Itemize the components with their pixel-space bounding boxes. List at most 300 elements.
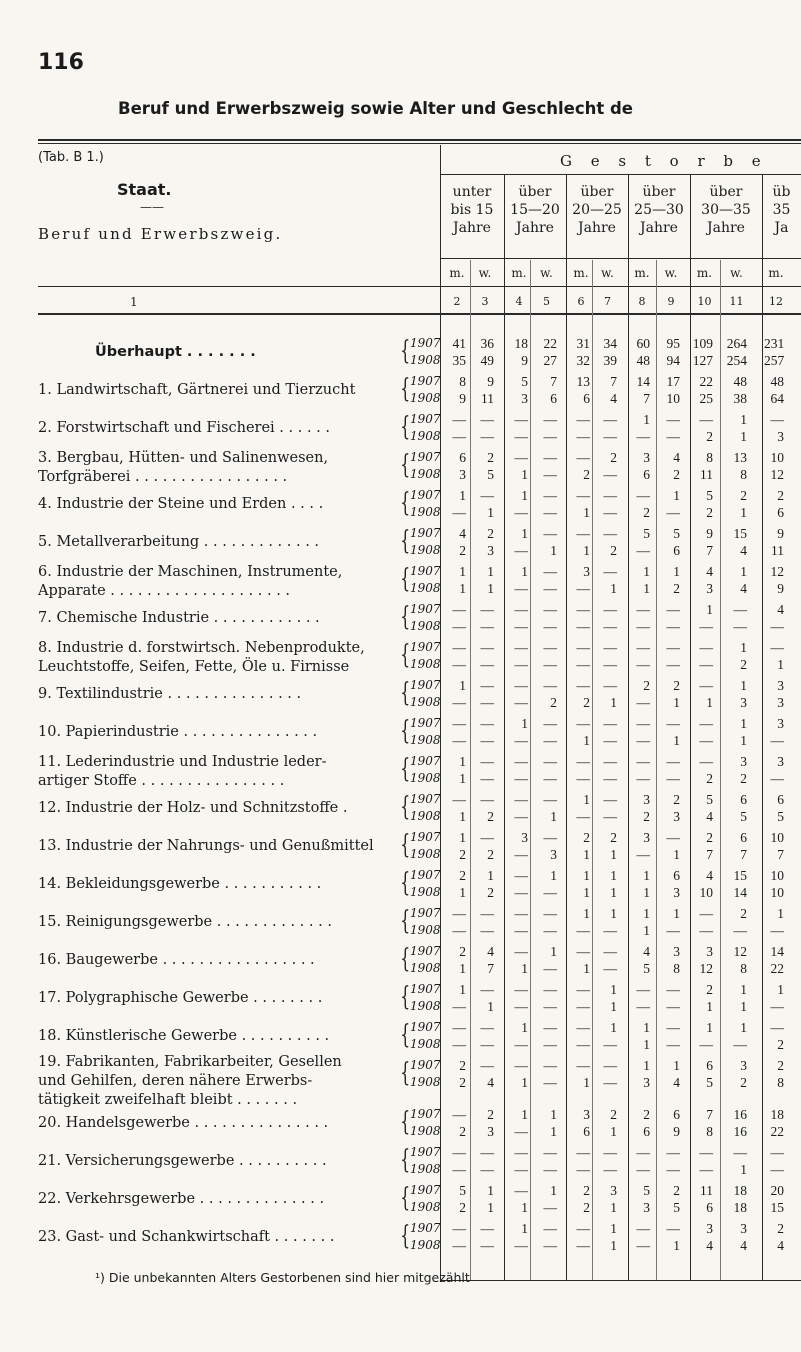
table-cell: — [543,1145,557,1160]
table-cell: 9 [459,391,466,406]
table-cell: — [543,505,557,520]
table-cell: 6 [583,391,590,406]
table-cell: — [699,1037,713,1052]
table-cell: 257 [764,353,785,368]
table-cell: 8 [740,961,747,976]
table-cell: — [699,619,713,634]
table-cell: 25 [699,391,713,406]
table-cell: — [543,716,557,731]
table-cell: 10 [770,830,784,845]
table-cell: 2 [583,467,590,482]
year-label: 1908 [410,543,441,557]
year-label: 1908 [410,353,441,367]
table-cell: 2 [673,1183,680,1198]
table-cell: — [666,1020,680,1035]
table-cell: — [699,754,713,769]
table-cell: — [480,906,494,921]
table-cell: 1 [706,695,713,710]
table-cell: — [576,526,590,541]
table-cell: 3 [583,564,590,579]
table-cell: 1 [643,564,650,579]
table-cell: 1 [673,564,680,579]
table-cell: 1 [740,1162,747,1177]
year-brace: { [400,944,411,974]
row-label [38,989,322,1008]
age-group-line1: über [709,184,743,200]
year-label: 1907 [410,830,441,844]
table-cell: 6 [673,868,680,883]
table-cell: — [576,602,590,617]
table-cell: 1 [583,543,590,558]
table-cell: 5 [740,809,747,824]
table-cell: — [603,944,617,959]
table-cell: — [514,1124,528,1139]
table-cell: — [514,429,528,444]
table-cell: 1 [610,1124,617,1139]
table-cell: — [636,640,650,655]
table-cell: 1 [673,1058,680,1073]
sub-header-female: w. [540,266,553,280]
mw-divider [656,260,657,1280]
table-cell: 1 [459,809,466,824]
row-label-line: 20. Handelsgewerbe . . . . . . . . . . . . . . . [38,1115,329,1131]
year-brace: { [400,906,411,936]
age-group-header [504,183,566,237]
table-cell: — [543,564,557,579]
row-label-line: tätigkeit zweifelhaft bleibt . . . . . . . [38,1092,298,1108]
table-cell: 3 [740,1058,747,1073]
year-label: 1908 [410,391,441,405]
table-cell: 5 [673,1200,680,1215]
age-group-line1: über [518,184,552,200]
table-cell: — [480,754,494,769]
table-cell: — [480,602,494,617]
table-cell: 2 [643,809,650,824]
table-cell: — [576,619,590,634]
table-cell: — [543,1058,557,1073]
table-cell: — [514,1183,528,1198]
group-divider [566,174,567,1280]
table-cell: 1 [487,1183,494,1198]
row-label-line: 14. Bekleidungsgewerbe . . . . . . . . . . . [38,876,322,892]
row-label [95,343,256,362]
table-cell: — [452,640,466,655]
table-cell: — [770,771,784,786]
table-cell: — [603,678,617,693]
sub-header-male: m. [768,266,784,280]
table-cell: 2 [610,830,617,845]
table-cell: — [636,602,650,617]
table-cell: 8 [706,1124,713,1139]
table-cell: — [603,526,617,541]
table-cell: 3 [706,1221,713,1236]
table-cell: — [480,1162,494,1177]
header-rule-4 [38,313,801,315]
row-label [38,381,355,400]
sub-header-male: m. [696,266,713,280]
column-number: 2 [453,295,461,308]
table-cell: — [480,640,494,655]
table-cell: 2 [610,450,617,465]
table-cell: 4 [673,450,680,465]
row-label-line: 23. Gast- und Schankwirtschaft . . . . . . . [38,1229,335,1245]
table-cell: 4 [706,868,713,883]
table-cell: — [666,982,680,997]
table-cell: 1 [459,830,466,845]
table-cell: 1 [740,678,747,693]
table-cell: — [603,602,617,617]
year-brace: { [400,678,411,708]
age-group-line3: Jahre [707,220,745,236]
table-cell: — [514,602,528,617]
table-cell: — [636,488,650,503]
table-cell: 4 [740,543,747,558]
year-brace: { [400,1145,411,1175]
table-cell: 12 [770,467,784,482]
table-cell: — [636,733,650,748]
gestorbene-heading: G e s t o r b e [560,152,768,170]
table-cell: — [514,792,528,807]
year-label: 1908 [410,1200,441,1214]
table-cell: 3 [777,678,784,693]
row-label-line: 4. Industrie der Steine und Erden . . . . [38,496,324,512]
table-cell: — [603,733,617,748]
column-number: 7 [604,295,611,308]
table-cell: 2 [777,1037,784,1052]
row-label [38,449,328,487]
table-cell: — [666,1145,680,1160]
header-rule-3 [38,286,801,287]
table-cell: — [576,1037,590,1052]
row-label-line: 15. Reinigungsgewerbe . . . . . . . . . . . . . [38,914,332,930]
age-group-line3: Jahre [578,220,616,236]
row-label [38,639,365,677]
table-cell: — [514,695,528,710]
table-cell: 10 [770,885,784,900]
table-cell: 127 [692,353,713,368]
table-cell: — [576,1020,590,1035]
table-cell: — [452,695,466,710]
table-cell: — [699,716,713,731]
table-cell: — [480,792,494,807]
age-group-line2: 15—20 [510,202,560,218]
mw-divider [592,260,593,1280]
table-cell: 14 [733,885,747,900]
title-rule [38,139,801,141]
row-label [38,723,317,742]
table-cell: 2 [740,771,747,786]
table-cell: — [666,754,680,769]
table-cell: 1 [610,695,617,710]
table-cell: — [770,1162,784,1177]
group-divider [762,174,763,1280]
table-cell: — [636,543,650,558]
table-cell: 1 [521,1075,528,1090]
table-cell: 13 [576,374,590,389]
age-group-line2: 20—25 [572,202,622,218]
year-label: 1907 [410,754,441,768]
year-brace: { [400,1107,411,1137]
table-cell: 2 [487,847,494,862]
table-cell: — [576,640,590,655]
table-cell: 1 [459,961,466,976]
table-cell: 1 [487,999,494,1014]
table-cell: 4 [706,809,713,824]
table-cell: 3 [521,391,528,406]
table-cell: 11 [700,1183,713,1198]
table-cell: — [480,923,494,938]
year-brace: { [400,982,411,1012]
mw-divider [470,260,471,1280]
table-cell: — [543,999,557,1014]
table-cell: — [666,657,680,672]
page-number: 116 [38,50,84,75]
table-cell: 1 [740,505,747,520]
column-number: 3 [481,295,489,308]
table-cell: — [576,1145,590,1160]
column-number: 12 [769,295,783,308]
table-cell: — [543,923,557,938]
row-label-line: 1. Landwirtschaft, Gärtnerei und Tierzucht [38,382,356,398]
table-cell: — [514,923,528,938]
table-cell: 2 [459,868,466,883]
table-cell: 1 [487,581,494,596]
table-cell: — [543,830,557,845]
table-cell: 2 [583,1200,590,1215]
table-cell: 10 [770,450,784,465]
table-cell: 7 [740,847,747,862]
table-cell: — [514,450,528,465]
year-label: 1908 [410,809,441,823]
table-cell: 18 [770,1107,784,1122]
table-cell: — [480,1037,494,1052]
age-group-line1: unter [452,184,492,200]
table-cell: 1 [583,1075,590,1090]
table-cell: — [543,982,557,997]
table-cell: — [576,488,590,503]
year-brace: { [400,868,411,898]
table-cell: 14 [636,374,650,389]
row-label-line: 3. Bergbau, Hütten- und Salinenwesen, [38,450,329,466]
table-cell: 7 [550,374,557,389]
table-cell: 5 [706,1075,713,1090]
table-cell: 1 [643,1020,650,1035]
table-cell: — [543,467,557,482]
table-cell: 1 [673,1238,680,1253]
year-brace: { [400,1058,411,1088]
column-number: 6 [577,295,585,308]
age-group-header [762,183,801,237]
table-cell: 1 [643,868,650,883]
table-cell: 1 [643,885,650,900]
table-cell: 9 [521,353,528,368]
table-cell: — [452,602,466,617]
table-cell: 4 [673,1075,680,1090]
table-cell: 1 [740,1020,747,1035]
year-brace: { [400,374,411,404]
column-number-1: 1 [130,295,138,309]
table-cell: 15 [770,1200,784,1215]
year-label: 1907 [410,450,441,464]
table-cell: 6 [673,1107,680,1122]
table-cell: 8 [706,450,713,465]
year-label: 1907 [410,1020,441,1034]
table-cell: 1 [521,488,528,503]
table-cell: 3 [777,695,784,710]
table-cell: 1 [521,467,528,482]
group-divider [504,174,505,1280]
table-cell: — [603,1075,617,1090]
year-brace: { [400,488,411,518]
table-cell: 22 [543,336,557,351]
table-cell: 2 [673,678,680,693]
table-cell: — [543,771,557,786]
table-cell: 3 [459,467,466,482]
table-cell: 18 [514,336,528,351]
row-label-line: 17. Polygraphische Gewerbe . . . . . . . . [38,990,323,1006]
table-cell: 38 [733,391,747,406]
row-label [38,685,301,704]
table-cell: — [666,619,680,634]
table-cell: — [514,771,528,786]
table-cell: 2 [583,830,590,845]
table-cell: 5 [459,1183,466,1198]
table-cell: 264 [726,336,747,351]
year-label: 1907 [410,1107,441,1121]
table-cell: 2 [706,505,713,520]
year-label: 1907 [410,1145,441,1159]
age-group-line2: bis 15 [450,202,494,218]
table-cell: 1 [459,885,466,900]
table-cell: 1 [610,1020,617,1035]
table-cell: — [603,640,617,655]
row-label-line: und Gehilfen, deren nähere Erwerbs- [38,1073,313,1089]
year-label: 1908 [410,923,441,937]
table-cell: — [452,505,466,520]
year-label: 1907 [410,716,441,730]
table-cell: — [603,488,617,503]
table-cell: — [514,1145,528,1160]
table-cell: 4 [610,391,617,406]
table-cell: 1 [583,733,590,748]
column-number: 4 [515,295,523,308]
table-cell: — [699,1162,713,1177]
age-group-line2: 30—35 [701,202,751,218]
year-label: 1907 [410,1183,441,1197]
table-cell: 17 [666,374,680,389]
table-cell: 1 [487,564,494,579]
table-cell: 48 [733,374,747,389]
table-cell: 3 [777,429,784,444]
table-cell: — [770,1020,784,1035]
age-group-header [628,183,690,237]
table-cell: — [514,619,528,634]
table-cell: — [514,944,528,959]
table-cell: — [636,1145,650,1160]
sub-header-male: m. [511,266,527,280]
column-number: 9 [667,295,675,308]
table-cell: 6 [550,391,557,406]
table-cell: 6 [706,1200,713,1215]
table-cell: — [666,429,680,444]
table-cell: 2 [459,1124,466,1139]
table-cell: 1 [521,526,528,541]
table-cell: 2 [583,695,590,710]
table-cell: — [480,771,494,786]
table-cell: 1 [521,1200,528,1215]
table-cell: — [452,1162,466,1177]
table-label: (Tab. B 1.) [38,150,104,165]
row-label-line: 12. Industrie der Holz- und Schnitzstoffe . [38,800,348,816]
table-cell: 18 [733,1200,747,1215]
year-brace: { [400,754,411,784]
sub-header-male: m. [449,266,465,280]
table-cell: 2 [740,488,747,503]
row-label-line: 9. Textilindustrie . . . . . . . . . . . . . . . [38,686,302,702]
table-cell: — [480,1221,494,1236]
table-cell: 13 [733,450,747,465]
table-cell: 4 [459,526,466,541]
year-label: 1908 [410,467,441,481]
table-cell: — [666,602,680,617]
table-cell: 2 [740,657,747,672]
year-brace: { [400,450,411,480]
year-brace: { [400,602,411,632]
table-cell: — [699,657,713,672]
table-cell: — [576,716,590,731]
mw-divider [530,260,531,1280]
table-cell: — [514,505,528,520]
table-cell: — [480,657,494,672]
table-cell: 1 [521,1107,528,1122]
table-cell: — [576,678,590,693]
staat-heading: Staat. [117,180,172,199]
table-cell: 231 [764,336,785,351]
table-cell: 2 [487,450,494,465]
table-cell: 1 [740,412,747,427]
table-cell: — [543,961,557,976]
row-label-line: 6. Industrie der Maschinen, Instrumente, [38,564,343,580]
beruf-heading: Beruf und Erwerbszweig. [38,225,283,243]
table-cell: — [576,982,590,997]
table-cell: 1 [459,581,466,596]
table-cell: — [514,1037,528,1052]
table-cell: — [770,923,784,938]
table-cell: 2 [459,1058,466,1073]
table-cell: — [576,1058,590,1073]
table-cell: 4 [740,1238,747,1253]
year-brace: { [400,336,411,366]
table-cell: 20 [770,1183,784,1198]
year-label: 1907 [410,906,441,920]
table-cell: 4 [777,1238,784,1253]
year-brace: { [400,412,411,442]
table-cell: 6 [583,1124,590,1139]
table-cell: 2 [777,488,784,503]
table-cell: — [666,640,680,655]
table-cell: 18 [733,1183,747,1198]
table-cell: — [514,982,528,997]
table-cell: — [514,640,528,655]
year-label: 1907 [410,412,441,426]
table-cell: 3 [550,847,557,862]
table-cell: 1 [610,982,617,997]
table-cell: — [452,999,466,1014]
table-cell: — [452,1238,466,1253]
row-label [38,753,327,791]
table-cell: 27 [543,353,557,368]
table-cell: 1 [550,944,557,959]
